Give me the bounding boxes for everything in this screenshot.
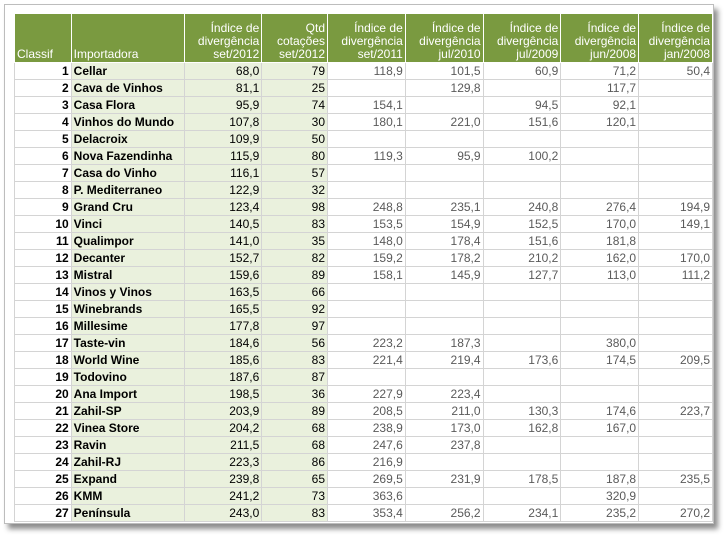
index-jul-2010-cell: 178,4 bbox=[405, 233, 483, 250]
index-set-2012-cell: 159,6 bbox=[184, 267, 262, 284]
quote-count-cell: 87 bbox=[262, 369, 328, 386]
importer-name-cell: Expand bbox=[71, 471, 184, 488]
index-set-2012-cell: 140,5 bbox=[184, 216, 262, 233]
index-set-2011-cell: 216,9 bbox=[328, 454, 406, 471]
rank-cell: 3 bbox=[15, 97, 72, 114]
index-jul-2009-cell bbox=[483, 80, 561, 97]
index-jul-2009-cell: 127,7 bbox=[483, 267, 561, 284]
index-jul-2009-cell bbox=[483, 131, 561, 148]
quote-count-cell: 25 bbox=[262, 80, 328, 97]
index-jul-2010-cell bbox=[405, 97, 483, 114]
rank-cell: 27 bbox=[15, 505, 72, 522]
index-jul-2009-cell bbox=[483, 386, 561, 403]
index-jan-2008-cell bbox=[639, 165, 713, 182]
index-set-2012-cell: 68,0 bbox=[184, 63, 262, 80]
index-jul-2009-cell bbox=[483, 454, 561, 471]
index-jun-2008-cell bbox=[561, 182, 639, 199]
table-row bbox=[15, 335, 713, 352]
index-set-2011-cell bbox=[328, 369, 406, 386]
importer-name-cell: P. Mediterraneo bbox=[71, 182, 184, 199]
index-set-2011-cell: 119,3 bbox=[328, 148, 406, 165]
index-set-2012-cell: 241,2 bbox=[184, 488, 262, 505]
rank-cell: 19 bbox=[15, 369, 72, 386]
importer-name-cell: Decanter bbox=[71, 250, 184, 267]
rank-cell: 6 bbox=[15, 148, 72, 165]
index-set-2011-cell: 158,1 bbox=[328, 267, 406, 284]
index-jan-2008-cell bbox=[639, 437, 713, 454]
table-row bbox=[15, 318, 713, 335]
header-indice-jun-2008: Índice de divergência jun/2008 bbox=[561, 14, 639, 63]
importer-name-cell: Cava de Vinhos bbox=[71, 80, 184, 97]
index-set-2012-cell: 211,5 bbox=[184, 437, 262, 454]
index-set-2011-cell: 223,2 bbox=[328, 335, 406, 352]
importer-name-cell: Casa do Vinho bbox=[71, 165, 184, 182]
index-jan-2008-cell bbox=[639, 97, 713, 114]
table-row bbox=[15, 233, 713, 250]
index-set-2011-cell: 148,0 bbox=[328, 233, 406, 250]
quote-count-cell: 97 bbox=[262, 318, 328, 335]
index-jun-2008-cell bbox=[561, 284, 639, 301]
quote-count-cell: 83 bbox=[262, 352, 328, 369]
quote-count-cell: 36 bbox=[262, 386, 328, 403]
index-jul-2010-cell: 221,0 bbox=[405, 114, 483, 131]
index-set-2012-cell: 184,6 bbox=[184, 335, 262, 352]
index-jun-2008-cell: 174,6 bbox=[561, 403, 639, 420]
index-jan-2008-cell bbox=[639, 80, 713, 97]
index-jun-2008-cell: 181,8 bbox=[561, 233, 639, 250]
index-jun-2008-cell bbox=[561, 437, 639, 454]
header-indice-jul-2010: Índice de divergência jul/2010 bbox=[405, 14, 483, 63]
index-jul-2009-cell: 151,6 bbox=[483, 114, 561, 131]
index-jan-2008-cell bbox=[639, 386, 713, 403]
index-jul-2010-cell bbox=[405, 182, 483, 199]
index-jul-2010-cell bbox=[405, 318, 483, 335]
quote-count-cell: 73 bbox=[262, 488, 328, 505]
index-set-2012-cell: 122,9 bbox=[184, 182, 262, 199]
quote-count-cell: 30 bbox=[262, 114, 328, 131]
table-row bbox=[15, 352, 713, 369]
table-row bbox=[15, 131, 713, 148]
index-jul-2009-cell bbox=[483, 182, 561, 199]
index-set-2012-cell: 203,9 bbox=[184, 403, 262, 420]
index-jan-2008-cell: 170,0 bbox=[639, 250, 713, 267]
table-row bbox=[15, 80, 713, 97]
importer-name-cell: Casa Flora bbox=[71, 97, 184, 114]
index-jun-2008-cell bbox=[561, 318, 639, 335]
index-jul-2009-cell bbox=[483, 284, 561, 301]
rank-cell: 22 bbox=[15, 420, 72, 437]
index-jun-2008-cell bbox=[561, 301, 639, 318]
index-set-2012-cell: 107,8 bbox=[184, 114, 262, 131]
index-set-2011-cell: 118,9 bbox=[328, 63, 406, 80]
importer-name-cell: Península bbox=[71, 505, 184, 522]
index-jan-2008-cell: 149,1 bbox=[639, 216, 713, 233]
index-jun-2008-cell bbox=[561, 369, 639, 386]
rank-cell: 16 bbox=[15, 318, 72, 335]
index-set-2012-cell: 141,0 bbox=[184, 233, 262, 250]
quote-count-cell: 50 bbox=[262, 131, 328, 148]
index-jul-2009-cell bbox=[483, 437, 561, 454]
index-set-2012-cell: 198,5 bbox=[184, 386, 262, 403]
table-row bbox=[15, 148, 713, 165]
table-row bbox=[15, 471, 713, 488]
importer-name-cell: Taste-vin bbox=[71, 335, 184, 352]
rank-cell: 14 bbox=[15, 284, 72, 301]
rank-cell: 11 bbox=[15, 233, 72, 250]
index-set-2011-cell: 269,5 bbox=[328, 471, 406, 488]
index-jul-2009-cell: 178,5 bbox=[483, 471, 561, 488]
header-classif: Classif bbox=[15, 14, 72, 63]
quote-count-cell: 83 bbox=[262, 216, 328, 233]
index-jul-2009-cell: 173,6 bbox=[483, 352, 561, 369]
index-set-2011-cell: 248,8 bbox=[328, 199, 406, 216]
index-jul-2010-cell bbox=[405, 454, 483, 471]
index-jan-2008-cell bbox=[639, 148, 713, 165]
quote-count-cell: 80 bbox=[262, 148, 328, 165]
index-jan-2008-cell bbox=[639, 114, 713, 131]
importer-name-cell: Vinea Store bbox=[71, 420, 184, 437]
index-jul-2009-cell bbox=[483, 301, 561, 318]
index-jul-2010-cell: 95,9 bbox=[405, 148, 483, 165]
index-set-2011-cell bbox=[328, 165, 406, 182]
importer-name-cell: Mistral bbox=[71, 267, 184, 284]
rank-cell: 17 bbox=[15, 335, 72, 352]
index-jun-2008-cell: 167,0 bbox=[561, 420, 639, 437]
index-jan-2008-cell bbox=[639, 335, 713, 352]
index-jul-2009-cell bbox=[483, 369, 561, 386]
table-row bbox=[15, 250, 713, 267]
index-jun-2008-cell bbox=[561, 454, 639, 471]
index-jul-2010-cell bbox=[405, 284, 483, 301]
index-jun-2008-cell: 92,1 bbox=[561, 97, 639, 114]
table-row bbox=[15, 437, 713, 454]
index-jun-2008-cell: 162,0 bbox=[561, 250, 639, 267]
index-jul-2009-cell bbox=[483, 318, 561, 335]
quote-count-cell: 35 bbox=[262, 233, 328, 250]
quote-count-cell: 57 bbox=[262, 165, 328, 182]
table-row bbox=[15, 284, 713, 301]
rank-cell: 4 bbox=[15, 114, 72, 131]
importer-name-cell: KMM bbox=[71, 488, 184, 505]
index-jul-2009-cell: 234,1 bbox=[483, 505, 561, 522]
index-set-2011-cell: 208,5 bbox=[328, 403, 406, 420]
index-jul-2009-cell: 60,9 bbox=[483, 63, 561, 80]
index-jul-2010-cell: 187,3 bbox=[405, 335, 483, 352]
index-set-2011-cell: 159,2 bbox=[328, 250, 406, 267]
index-jul-2009-cell bbox=[483, 165, 561, 182]
quote-count-cell: 79 bbox=[262, 63, 328, 80]
rank-cell: 24 bbox=[15, 454, 72, 471]
quote-count-cell: 74 bbox=[262, 97, 328, 114]
index-jul-2009-cell: 94,5 bbox=[483, 97, 561, 114]
header-row bbox=[15, 14, 713, 63]
rank-cell: 25 bbox=[15, 471, 72, 488]
index-jan-2008-cell: 235,5 bbox=[639, 471, 713, 488]
index-jul-2010-cell: 145,9 bbox=[405, 267, 483, 284]
index-jul-2009-cell: 162,8 bbox=[483, 420, 561, 437]
index-set-2012-cell: 223,3 bbox=[184, 454, 262, 471]
index-jul-2010-cell bbox=[405, 488, 483, 505]
index-jan-2008-cell bbox=[639, 318, 713, 335]
index-set-2012-cell: 165,5 bbox=[184, 301, 262, 318]
index-jul-2010-cell bbox=[405, 369, 483, 386]
index-jul-2009-cell: 152,5 bbox=[483, 216, 561, 233]
importer-name-cell: Zahil-SP bbox=[71, 403, 184, 420]
index-jun-2008-cell: 320,9 bbox=[561, 488, 639, 505]
index-jan-2008-cell: 223,7 bbox=[639, 403, 713, 420]
table-row bbox=[15, 386, 713, 403]
index-jan-2008-cell: 209,5 bbox=[639, 352, 713, 369]
header-indice-jan-2008: Índice de divergência jan/2008 bbox=[639, 14, 713, 63]
index-jun-2008-cell: 380,0 bbox=[561, 335, 639, 352]
table-body bbox=[15, 63, 713, 522]
index-set-2011-cell bbox=[328, 318, 406, 335]
importer-name-cell: Todovino bbox=[71, 369, 184, 386]
rank-cell: 15 bbox=[15, 301, 72, 318]
header-qtd-cotacoes-set-2012: Qtd cotações set/2012 bbox=[262, 14, 328, 63]
table-row bbox=[15, 488, 713, 505]
index-jun-2008-cell: 113,0 bbox=[561, 267, 639, 284]
index-jul-2009-cell: 100,2 bbox=[483, 148, 561, 165]
quote-count-cell: 32 bbox=[262, 182, 328, 199]
index-jul-2010-cell bbox=[405, 165, 483, 182]
importer-name-cell: World Wine bbox=[71, 352, 184, 369]
index-set-2012-cell: 177,8 bbox=[184, 318, 262, 335]
quote-count-cell: 82 bbox=[262, 250, 328, 267]
index-set-2012-cell: 123,4 bbox=[184, 199, 262, 216]
importer-name-cell: Winebrands bbox=[71, 301, 184, 318]
index-set-2012-cell: 115,9 bbox=[184, 148, 262, 165]
quote-count-cell: 66 bbox=[262, 284, 328, 301]
index-jan-2008-cell: 111,2 bbox=[639, 267, 713, 284]
index-set-2011-cell: 154,1 bbox=[328, 97, 406, 114]
index-set-2011-cell: 363,6 bbox=[328, 488, 406, 505]
table-row bbox=[15, 267, 713, 284]
header-indice-set-2012: Índice de divergência set/2012 bbox=[184, 14, 262, 63]
quote-count-cell: 89 bbox=[262, 267, 328, 284]
index-set-2012-cell: 243,0 bbox=[184, 505, 262, 522]
importer-name-cell: Millesime bbox=[71, 318, 184, 335]
index-jul-2009-cell: 151,6 bbox=[483, 233, 561, 250]
index-jan-2008-cell bbox=[639, 182, 713, 199]
index-jul-2009-cell bbox=[483, 488, 561, 505]
index-jun-2008-cell: 120,1 bbox=[561, 114, 639, 131]
index-set-2011-cell bbox=[328, 301, 406, 318]
index-set-2011-cell: 180,1 bbox=[328, 114, 406, 131]
index-jun-2008-cell: 235,2 bbox=[561, 505, 639, 522]
importer-name-cell: Grand Cru bbox=[71, 199, 184, 216]
header-importadora: Importadora bbox=[71, 14, 184, 63]
index-jul-2010-cell: 211,0 bbox=[405, 403, 483, 420]
index-jul-2010-cell: 219,4 bbox=[405, 352, 483, 369]
rank-cell: 9 bbox=[15, 199, 72, 216]
importer-name-cell: Nova Fazendinha bbox=[71, 148, 184, 165]
index-jul-2009-cell: 240,8 bbox=[483, 199, 561, 216]
index-jan-2008-cell bbox=[639, 420, 713, 437]
index-set-2011-cell: 221,4 bbox=[328, 352, 406, 369]
index-jan-2008-cell: 270,2 bbox=[639, 505, 713, 522]
table-row bbox=[15, 369, 713, 386]
index-set-2011-cell bbox=[328, 182, 406, 199]
rank-cell: 10 bbox=[15, 216, 72, 233]
index-jun-2008-cell bbox=[561, 131, 639, 148]
importer-name-cell: Delacroix bbox=[71, 131, 184, 148]
rank-cell: 7 bbox=[15, 165, 72, 182]
rank-cell: 21 bbox=[15, 403, 72, 420]
index-jul-2010-cell bbox=[405, 301, 483, 318]
index-jun-2008-cell: 276,4 bbox=[561, 199, 639, 216]
index-jul-2010-cell bbox=[405, 131, 483, 148]
quote-count-cell: 68 bbox=[262, 420, 328, 437]
table-row bbox=[15, 182, 713, 199]
rank-cell: 1 bbox=[15, 63, 72, 80]
index-jan-2008-cell bbox=[639, 454, 713, 471]
table-row bbox=[15, 420, 713, 437]
index-set-2011-cell: 353,4 bbox=[328, 505, 406, 522]
importer-name-cell: Vinhos do Mundo bbox=[71, 114, 184, 131]
index-jun-2008-cell: 174,5 bbox=[561, 352, 639, 369]
quote-count-cell: 89 bbox=[262, 403, 328, 420]
index-jan-2008-cell: 50,4 bbox=[639, 63, 713, 80]
index-set-2012-cell: 109,9 bbox=[184, 131, 262, 148]
rank-cell: 23 bbox=[15, 437, 72, 454]
table-row bbox=[15, 454, 713, 471]
ranking-table bbox=[14, 13, 713, 522]
index-set-2011-cell bbox=[328, 131, 406, 148]
index-set-2012-cell: 163,5 bbox=[184, 284, 262, 301]
importer-name-cell: Vinci bbox=[71, 216, 184, 233]
index-jul-2010-cell: 256,2 bbox=[405, 505, 483, 522]
index-jul-2009-cell: 210,2 bbox=[483, 250, 561, 267]
index-jul-2010-cell: 237,8 bbox=[405, 437, 483, 454]
index-jun-2008-cell bbox=[561, 386, 639, 403]
index-jul-2010-cell: 129,8 bbox=[405, 80, 483, 97]
importer-name-cell: Ravin bbox=[71, 437, 184, 454]
index-jul-2010-cell: 101,5 bbox=[405, 63, 483, 80]
index-set-2012-cell: 204,2 bbox=[184, 420, 262, 437]
importer-name-cell: Ana Import bbox=[71, 386, 184, 403]
table-frame bbox=[4, 4, 714, 524]
table-row bbox=[15, 165, 713, 182]
index-jun-2008-cell: 187,8 bbox=[561, 471, 639, 488]
table-row bbox=[15, 301, 713, 318]
index-jul-2010-cell: 231,9 bbox=[405, 471, 483, 488]
rank-cell: 8 bbox=[15, 182, 72, 199]
index-set-2012-cell: 95,9 bbox=[184, 97, 262, 114]
quote-count-cell: 83 bbox=[262, 505, 328, 522]
index-set-2011-cell: 227,9 bbox=[328, 386, 406, 403]
index-set-2012-cell: 185,6 bbox=[184, 352, 262, 369]
rank-cell: 20 bbox=[15, 386, 72, 403]
index-jan-2008-cell bbox=[639, 284, 713, 301]
quote-count-cell: 98 bbox=[262, 199, 328, 216]
index-jul-2010-cell: 178,2 bbox=[405, 250, 483, 267]
index-set-2011-cell: 238,9 bbox=[328, 420, 406, 437]
table-row bbox=[15, 216, 713, 233]
rank-cell: 2 bbox=[15, 80, 72, 97]
index-jun-2008-cell: 117,7 bbox=[561, 80, 639, 97]
table-row bbox=[15, 505, 713, 522]
index-jul-2010-cell: 173,0 bbox=[405, 420, 483, 437]
importer-name-cell: Vinos y Vinos bbox=[71, 284, 184, 301]
index-set-2012-cell: 81,1 bbox=[184, 80, 262, 97]
importer-name-cell: Cellar bbox=[71, 63, 184, 80]
index-jul-2009-cell: 130,3 bbox=[483, 403, 561, 420]
rank-cell: 5 bbox=[15, 131, 72, 148]
index-jan-2008-cell: 194,9 bbox=[639, 199, 713, 216]
index-jan-2008-cell bbox=[639, 369, 713, 386]
header-indice-set-2011: Índice de divergência set/2011 bbox=[328, 14, 406, 63]
index-set-2011-cell bbox=[328, 80, 406, 97]
table-row bbox=[15, 97, 713, 114]
index-jul-2010-cell: 154,9 bbox=[405, 216, 483, 233]
rank-cell: 26 bbox=[15, 488, 72, 505]
table-row bbox=[15, 63, 713, 80]
quote-count-cell: 65 bbox=[262, 471, 328, 488]
index-jan-2008-cell bbox=[639, 301, 713, 318]
index-set-2011-cell: 247,6 bbox=[328, 437, 406, 454]
header-indice-jul-2009: Índice de divergência jul/2009 bbox=[483, 14, 561, 63]
index-jun-2008-cell: 71,2 bbox=[561, 63, 639, 80]
index-jun-2008-cell bbox=[561, 165, 639, 182]
importer-name-cell: Qualimpor bbox=[71, 233, 184, 250]
index-jan-2008-cell bbox=[639, 131, 713, 148]
table-row bbox=[15, 114, 713, 131]
table-row bbox=[15, 403, 713, 420]
index-jul-2009-cell bbox=[483, 335, 561, 352]
quote-count-cell: 68 bbox=[262, 437, 328, 454]
rank-cell: 18 bbox=[15, 352, 72, 369]
index-set-2011-cell: 153,5 bbox=[328, 216, 406, 233]
quote-count-cell: 56 bbox=[262, 335, 328, 352]
index-jul-2010-cell: 223,4 bbox=[405, 386, 483, 403]
index-jul-2010-cell: 235,1 bbox=[405, 199, 483, 216]
index-set-2012-cell: 187,6 bbox=[184, 369, 262, 386]
rank-cell: 12 bbox=[15, 250, 72, 267]
index-set-2012-cell: 239,8 bbox=[184, 471, 262, 488]
quote-count-cell: 86 bbox=[262, 454, 328, 471]
rank-cell: 13 bbox=[15, 267, 72, 284]
index-jan-2008-cell bbox=[639, 488, 713, 505]
importer-name-cell: Zahil-RJ bbox=[71, 454, 184, 471]
index-jan-2008-cell bbox=[639, 233, 713, 250]
quote-count-cell: 92 bbox=[262, 301, 328, 318]
table-row bbox=[15, 199, 713, 216]
index-jun-2008-cell: 170,0 bbox=[561, 216, 639, 233]
index-jun-2008-cell bbox=[561, 148, 639, 165]
index-set-2011-cell bbox=[328, 284, 406, 301]
index-set-2012-cell: 116,1 bbox=[184, 165, 262, 182]
index-set-2012-cell: 152,7 bbox=[184, 250, 262, 267]
